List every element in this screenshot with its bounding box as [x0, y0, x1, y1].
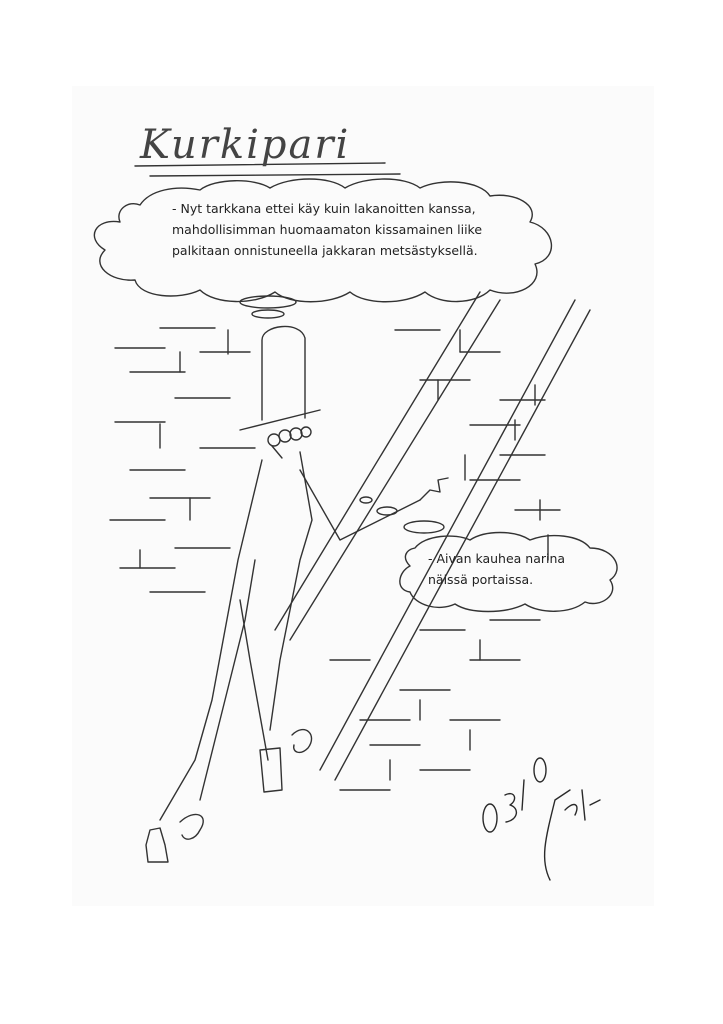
signature-drawing	[483, 758, 600, 880]
thought-bubble-dot-2	[252, 310, 284, 318]
thought-line: näissä portaissa.	[428, 572, 534, 587]
title-underline-2	[150, 174, 400, 176]
brick-wall-left	[110, 328, 255, 592]
thought-text-large	[172, 198, 482, 261]
glasses	[268, 427, 311, 446]
foot-left-toe	[180, 814, 203, 839]
thought-line: - Nyt tarkkana ettei käy kuin lakanoitten kanssa,	[172, 201, 476, 216]
thought-line: palkitaan onnistuneella jakkaran metsästyksellä.	[172, 243, 478, 258]
foot-right	[260, 748, 282, 792]
stair-rail-lower	[320, 300, 575, 770]
foot-right-toe	[292, 730, 312, 753]
thought-bubble-dot-4	[377, 507, 397, 515]
foot-left	[146, 828, 168, 862]
nose	[272, 446, 282, 458]
body-right	[270, 452, 312, 730]
hand	[420, 478, 448, 500]
thought-text-small	[428, 548, 565, 590]
hat	[262, 326, 305, 420]
thought-line: - Aivan kauhea narina	[428, 551, 566, 566]
thought-bubble-dot-1	[240, 296, 296, 308]
arm	[300, 470, 420, 540]
thought-line: mahdollisimman huomaamaton kissamainen liike	[172, 222, 483, 237]
comic-title: Kurkipari	[140, 122, 351, 168]
leg-back	[200, 560, 255, 800]
thought-bubble-dot-3	[360, 497, 372, 503]
thought-bubble-dot-5	[404, 521, 444, 533]
